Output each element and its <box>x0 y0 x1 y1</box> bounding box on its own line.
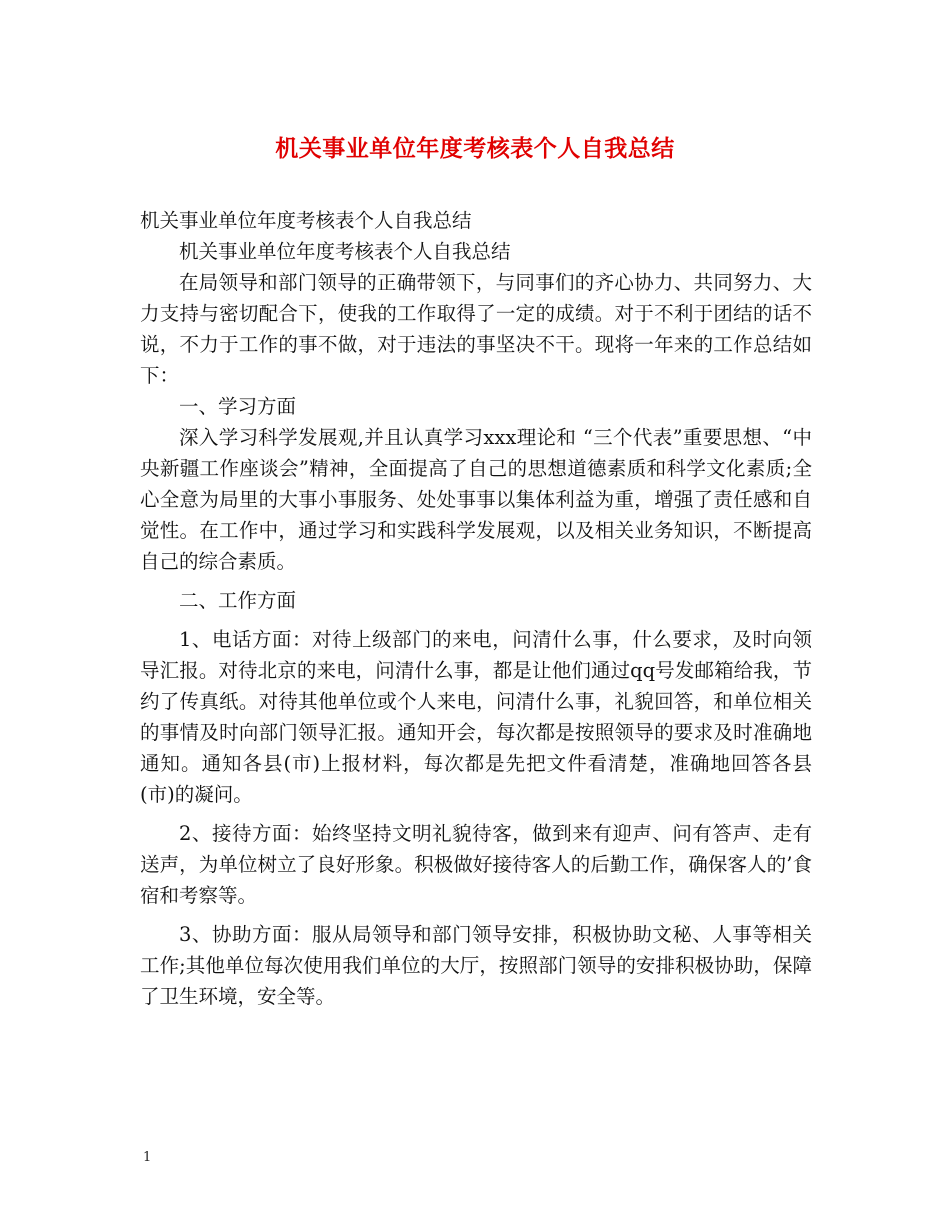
section-heading-work: 二、工作方面 <box>179 589 297 612</box>
assistance-paragraph: 3、协助方面：服从局领导和部门领导安排，积极协助文秘、人事等相关工作;其他单位每次使用我们单位的大厅，按照部门领导的安排积极协助，保障了卫生环境，安全等。 <box>140 923 812 1008</box>
body-subheading: 机关事业单位年度考核表个人自我总结 <box>179 240 511 263</box>
study-paragraph: 深入学习科学发展观,并且认真学习xxx理论和 “三个代表”重要思想、“中央新疆工作座谈会”精神，全面提高了自己的思想道德素质和科学文化素质;全心全意为局里的大事小事服务、处处事事以集体利益为重，增强了责任感和自觉性。在工作中，通过学习和实践科学发展观，以及相关业务知识，不断提高自己的综合素质。 <box>140 426 812 573</box>
section-heading-study: 一、学习方面 <box>179 395 297 418</box>
phone-paragraph: 1、电话方面：对待上级部门的来电，问清什么事，什么要求，及时向领导汇报。对待北京的来电，问清什么事，都是让他们通过qq号发邮箱给我，节约了传真纸。对待其他单位或个人来电，问清什么事，礼貌回答，和单位相关的事情及时向部门领导汇报。通知开会，每次都是按照领导的要求及时准确地通知。通知各县(市)上报材料，每次都是先把文件看清楚，准确地回答各县(市)的凝问。 <box>140 628 812 806</box>
body-heading: 机关事业单位年度考核表个人自我总结 <box>140 209 472 232</box>
intro-paragraph: 在局领导和部门领导的正确带领下，与同事们的齐心协力、共同努力、大力支持与密切配合下，使我的工作取得了一定的成绩。对于不利于团结的话不说，不力于工作的事不做，对于违法的事坚决不干。现将一年来的工作总结如下： <box>140 271 812 387</box>
page-number: 1 <box>143 1150 152 1165</box>
document-title: 机关事业单位年度考核表个人自我总结 <box>275 135 675 162</box>
document-body <box>140 205 812 1012</box>
reception-paragraph: 2、接待方面：始终坚持文明礼貌待客，做到来有迎声、问有答声、走有送声，为单位树立了良好形象。积极做好接待客人的后勤工作，确保客人的’食宿和考察等。 <box>140 822 812 907</box>
